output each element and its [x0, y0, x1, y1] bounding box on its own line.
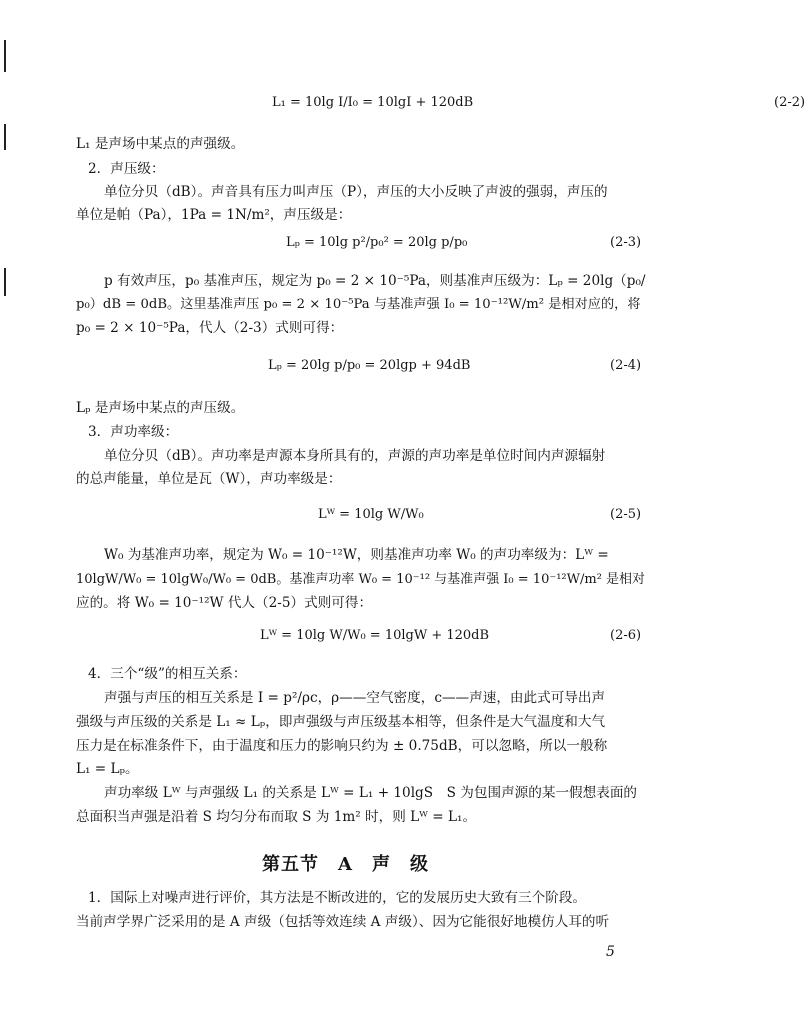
subheading: 4．三个“级”的相互关系：	[88, 666, 247, 682]
text-line: p 有效声压，p₀ 基准声压，规定为 p₀ = 2 × 10⁻⁵Pa，则基准声压级为：Lₚ = 20lg（p₀/	[104, 273, 646, 289]
text-line: p₀）dB = 0dB。这里基准声压 p₀ = 2 × 10⁻⁵Pa 与基准声强 I₀ = 10⁻¹²W/m² 是相对应的，将	[76, 297, 641, 312]
page-number: 5	[606, 944, 615, 960]
text-line: L₁ = Lₚ。	[76, 761, 139, 777]
text-line: 声强与声压的相互关系是 I = p²/ρc，ρ——空气密度，c——声速，由此式可导出声	[104, 690, 606, 706]
text-line: 10lgW/W₀ = 10lgW₀/W₀ = 0dB。基准声功率 W₀ = 10⁻¹² 与基准声强 I₀ = 10⁻¹²W/m² 是相对	[76, 572, 646, 587]
text-line: 压力是在标准条件下，由于温度和压力的影响只约为 ± 0.75dB，可以忽略，所以一般称	[76, 738, 608, 754]
text-line: 当前声学界广泛采用的是 A 声级（包括等效连续 A 声级）、因为它能很好地模仿人耳的听	[76, 914, 610, 930]
document-page: L₁ = 10lg I/I₀ = 10lgI + 120dB (2-2) Lₚ = 10lg p²/p₀² = 20lg p/p₀ (2-3) Lₚ = 20lg p/p₀ = 20lgp + 94dB (2-4) Lᵂ = 10lg W/W₀ (2-5) Lᵂ = 10lg W/W₀ = 10lgW + 120dB (2-6) L₁ 是声场中某点的声强级。 2．声压级： 单位分贝（dB）。声音具有压力叫声压（P），声压的大小反映了声波的强弱，声压的 单位是帕（Pa），1Pa = 1N/m²，声压级是： p 有效声压，p₀ 基准声压，规定为 p₀ = 2 × 10⁻⁵Pa，则基准声压级为：Lₚ = 20lg（p₀/ p₀）dB = 0dB。这里基准声压 p₀ = 2 × 10⁻⁵Pa 与基准声强 I₀ = 10⁻¹²W/m² 是相对应的，将 p₀ = 2 × 10⁻⁵Pa，代人（2-3）式则可得： Lₚ 是声场中某点的声压级。 3．声功率级： 单位分贝（dB）。声功率是声源本身所具有的，声源的声功率是单位时间内声源辐射 的总声能量，单位是瓦（W），声功率级是： W₀ 为基准声功率，规定为 W₀ = 10⁻¹²W，则基准声功率 W₀ 的声功率级为：Lᵂ = 10lgW/W₀ = 10lgW₀/W₀ = 0dB。基准声功率 W₀ = 10⁻¹² 与基准声强 I₀ = 10⁻¹²W/m² 是相对 应的。将 W₀ = 10⁻¹²W 代人（2-5）式则可得： 4．三个“级”的相互关系： 声强与声压的相互关系是 I = p²/ρc，ρ——空气密度，c——声速，由此式可导出声 强级与声压级的关系是 L₁ ≈ Lₚ，即声强级与声压级基本相等，但条件是大气温度和大气 压力是在标准条件下，由于温度和压力的影响只约为 ± 0.75dB，可以忽略，所以一般称 L₁ = Lₚ。 声功率级 Lᵂ 与声强级 L₁ 的关系是 Lᵂ = L₁ + 10lgS S 为包围声源的某一假想表面的 总面积当声强是沿着 S 均匀分布而取 S 为 1m² 时，则 Lᵂ = L₁。 第五节 A 声 级 1．国际上对噪声进行评价，其方法是不断改进的，它的发展历史大致有三个阶段。 当前声学界广泛采用的是 A 声级（包括等效连续 A 声级）、因为它能很好地模仿人耳的听 5	[0, 0, 734, 1024]
scan-edge-mark	[4, 268, 6, 296]
text-line: 单位分贝（dB）。声功率是声源本身所具有的，声源的声功率是单位时间内声源辐射	[104, 448, 606, 464]
text-line: 声功率级 Lᵂ 与声强级 L₁ 的关系是 Lᵂ = L₁ + 10lgS S 为包围声源的某一假想表面的	[104, 785, 638, 801]
scan-edge-mark	[4, 40, 6, 72]
text-line: 的总声能量，单位是瓦（W），声功率级是：	[76, 471, 342, 487]
text-line: L₁ 是声场中某点的声强级。	[76, 136, 245, 152]
text-line: W₀ 为基准声功率，规定为 W₀ = 10⁻¹²W，则基准声功率 W₀ 的声功率级为：Lᵂ =	[104, 547, 609, 563]
text-line: 1．国际上对噪声进行评价，其方法是不断改进的，它的发展历史大致有三个阶段。	[88, 890, 587, 906]
text-line: p₀ = 2 × 10⁻⁵Pa，代人（2-3）式则可得：	[76, 320, 344, 336]
section-title: 第五节 A 声 级	[262, 854, 429, 875]
text-line: 应的。将 W₀ = 10⁻¹²W 代人（2-5）式则可得：	[76, 595, 373, 611]
text-line: 单位是帕（Pa），1Pa = 1N/m²，声压级是：	[76, 207, 352, 223]
text-line: 强级与声压级的关系是 L₁ ≈ Lₚ，即声强级与声压级基本相等，但条件是大气温度和大气	[76, 714, 606, 730]
text-line: 单位分贝（dB）。声音具有压力叫声压（P），声压的大小反映了声波的强弱，声压的	[104, 184, 608, 200]
text-line: 总面积当声强是沿着 S 均匀分布而取 S 为 1m² 时，则 Lᵂ = L₁。	[76, 809, 477, 825]
scan-edge-mark	[4, 124, 6, 150]
text-line: Lₚ 是声场中某点的声压级。	[76, 400, 245, 416]
subheading: 2．声压级：	[88, 161, 165, 177]
subheading: 3．声功率级：	[88, 424, 179, 440]
